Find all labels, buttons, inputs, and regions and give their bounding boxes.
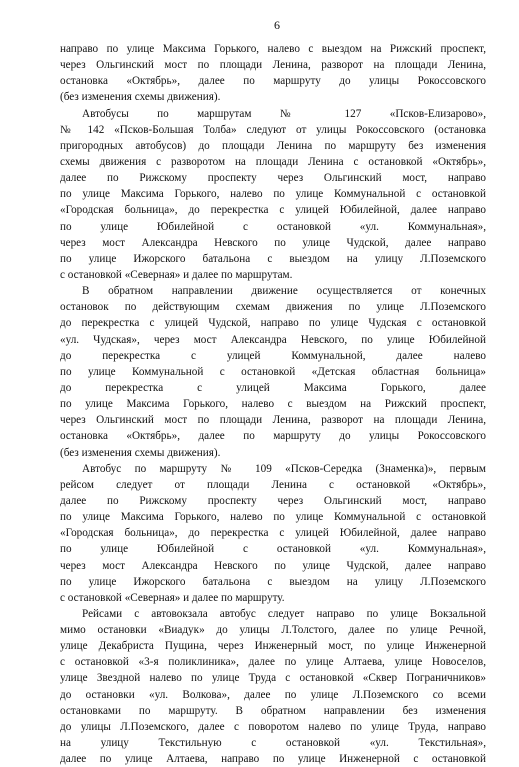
- text-line: по улице Максима Горького, налево с выездом на Рижский проспект,: [60, 398, 486, 411]
- text-line: схемы движения с разворотом на площади Ленина с остановкой «Октябрь»,: [60, 155, 486, 168]
- text-line: далее по улице Алтаева, направо по улице Инженерной с остановкой: [60, 753, 486, 766]
- text-line: на улицу Текстильную с остановкой «ул. Текстильная»,: [60, 737, 486, 750]
- text-line: «Городская больница», до перекрестка с улицей Юбилейной, далее направо: [60, 527, 486, 540]
- text-line: по улице Ижорского батальона с выездом на улицу Л.Поземского: [60, 575, 486, 588]
- text-line: до остановки «ул. Волкова», далее по улице Л.Поземского со всеми: [60, 688, 486, 701]
- text-line: (без изменения схемы движения).: [60, 91, 221, 104]
- text-line: направо по улице Максима Горького, налево с выездом на Рижский проспект,: [60, 43, 486, 55]
- text-line: по улице Максима Горького, налево по улице Коммунальной с остановкой: [60, 188, 486, 201]
- text-line: Автобус по маршруту № 109 «Псков-Середка (Знаменка)», первым: [82, 462, 486, 475]
- text-line: остановками по маршруту. В обратном направлении без изменения: [60, 704, 486, 717]
- text-line: по улице Максима Горького, налево по улице Коммунальной с остановкой: [60, 511, 486, 524]
- text-line: далее по Рижскому проспекту через Ольгинский мост, направо: [60, 172, 486, 185]
- text-line: улице Звездной налево по улице Труда с остановкой «Сквер Пограничников»: [60, 672, 486, 685]
- text-line: пригородных автобусов) до площади Ленина по маршруту без изменения: [60, 139, 486, 152]
- text-line: с остановкой «3-я поликлиника», далее по улице Алтаева, улице Новоселов,: [60, 656, 486, 669]
- text-line: В обратном направлении движение осуществляется от конечных: [82, 285, 486, 298]
- text-line: по улице Коммунальной с остановкой «Детская областная больница»: [60, 365, 486, 378]
- text-line: «Городская больница», до перекрестка с улицей Юбилейной, далее направо: [60, 204, 486, 217]
- text-line: остановок по действующим схемам движения по улице Л.Поземского: [60, 301, 486, 314]
- page-number: 6: [274, 18, 280, 32]
- text-line: остановка «Октябрь», далее по маршруту до улицы Рокоссовского: [60, 75, 486, 88]
- text-line: Автобусы по маршрутам № 127 «Псков-Елизарово»,: [82, 107, 486, 120]
- text-line: до перекрестка с улицей Коммунальной, далее налево: [60, 349, 486, 362]
- text-line: через мост Александра Невского по улице Чудской, далее направо: [60, 236, 486, 249]
- text-line: № 142 «Псков-Большая Толба» следуют от улицы Рокоссовского (остановка: [60, 123, 486, 136]
- text-line: по улице Ижорского батальона с выездом на улицу Л.Поземского: [60, 252, 486, 265]
- text-line: по улице Юбилейной с остановкой «ул. Коммунальная»,: [60, 543, 486, 556]
- text-line: мимо остановки «Виадук» до улицы Л.Толстого, далее по улице Речной,: [60, 624, 486, 637]
- text-line: до улицы Л.Поземского, далее с поворотом налево по улице Труда, направо: [60, 720, 486, 733]
- text-line: Рейсами с автовокзала автобус следует направо по улице Вокзальной: [82, 607, 486, 620]
- document-body: [60, 41, 486, 767]
- text-line: с остановкой «Северная» и далее по маршрутам.: [60, 268, 293, 281]
- text-line: через Ольгинский мост по площади Ленина, разворот на площади Ленина,: [60, 59, 486, 72]
- text-line: остановка «Октябрь», далее по маршруту до улицы Рокоссовского: [60, 430, 486, 443]
- text-line: «ул. Чудская», через мост Александра Невского, по улице Юбилейной: [60, 333, 486, 346]
- text-line: по улице Юбилейной с остановкой «ул. Коммунальная»,: [60, 220, 486, 233]
- text-line: до перекрестка с улицей Чудской, направо по улице Чудская с остановкой: [60, 317, 486, 330]
- text-line: далее по Рижскому проспекту через Ольгинский мост, направо: [60, 494, 486, 507]
- text-line: до перекрестка с улицей Максима Горького, далее: [60, 381, 486, 394]
- text-line: улице Декабриста Пущина, через Инженерный мост, по улице Инженерной: [60, 640, 486, 653]
- text-line: (без изменения схемы движения).: [60, 446, 221, 459]
- text-line: рейсом следует от площади Ленина с остановкой «Октябрь»,: [60, 478, 486, 491]
- text-line: через мост Александра Невского по улице Чудской, далее направо: [60, 559, 486, 572]
- text-line: через Ольгинский мост по площади Ленина, разворот на площади Ленина,: [60, 414, 486, 427]
- text-line: с остановкой «Северная» и далее по маршруту.: [60, 591, 285, 604]
